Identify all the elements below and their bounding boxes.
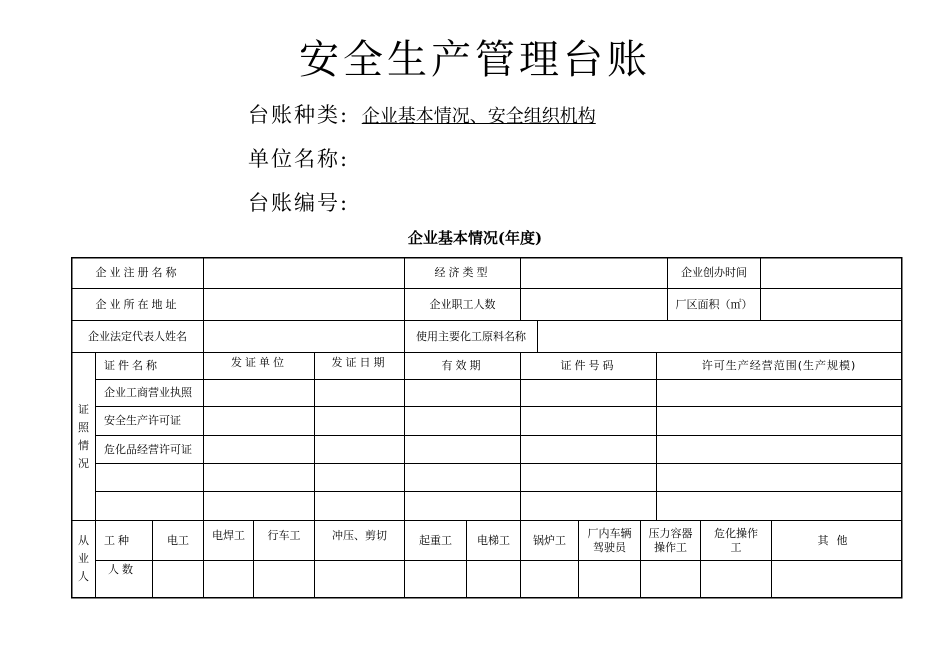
- chemicals-field[interactable]: [538, 321, 901, 352]
- worker-type-stamping: 冲压、剪切: [332, 529, 387, 542]
- ledger-no-label: 台账编号:: [248, 191, 350, 215]
- count-stamping-field[interactable]: [315, 561, 404, 597]
- reg-name-label: 企业注册名称: [95, 266, 180, 279]
- ledger-type-value: 企业基本情况、安全组织机构: [361, 106, 596, 127]
- ledger-type-label: 台账种类:: [248, 103, 350, 127]
- plant-area-field[interactable]: [761, 289, 901, 320]
- worker-count-label: 人数: [108, 563, 136, 576]
- count-other-field[interactable]: [772, 561, 901, 597]
- cert-header-issue-date: 发证日期: [331, 356, 388, 369]
- staff-count-label: 企业职工人数: [429, 297, 496, 311]
- cert-section-char: 况: [78, 456, 89, 470]
- worker-type-welder: 电焊工: [212, 529, 245, 542]
- found-time-field[interactable]: [761, 258, 901, 288]
- worker-type-lifting: 起重工: [419, 533, 452, 547]
- count-elevator-field[interactable]: [467, 561, 520, 597]
- worker-type-electrician: 电工: [167, 533, 189, 547]
- count-welder-field[interactable]: [204, 561, 253, 597]
- cert-section-char: 照: [78, 420, 89, 434]
- found-time-label: 企业创办时间: [681, 266, 747, 279]
- cert-header-issuer: 发证单位: [231, 356, 287, 369]
- address-label: 企业所在地址: [95, 297, 180, 311]
- cert-header-scope: 许可生产经营范围(生产规模): [701, 359, 857, 372]
- worker-type-elevator: 电梯工: [477, 533, 510, 547]
- count-pressure-field[interactable]: [641, 561, 700, 597]
- cert-header-name: 证件名称: [104, 359, 160, 372]
- econ-type-field[interactable]: [521, 258, 667, 288]
- page-title: 安全生产管理台账: [299, 37, 651, 83]
- count-driver-field[interactable]: [579, 561, 640, 597]
- cert-section-label: [72, 353, 95, 520]
- worker-section-char: 业: [78, 552, 89, 565]
- legal-rep-field[interactable]: [204, 321, 404, 352]
- worker-type-other: 其他: [817, 533, 856, 547]
- econ-type-label: 经济类型: [434, 266, 491, 279]
- cert-row-safety-permit: 安全生产许可证: [104, 414, 181, 427]
- count-crane-field[interactable]: [254, 561, 314, 597]
- worker-type-boiler: 锅炉工: [533, 533, 566, 547]
- worker-type-vehicle-driver: 厂内车辆 驾驶员: [587, 526, 632, 554]
- table-title: 企业基本情况(年度): [407, 229, 543, 247]
- cert-section-char: 情: [78, 438, 89, 452]
- address-field[interactable]: [204, 289, 404, 320]
- plant-area-label: 厂区面积（㎡）: [675, 297, 753, 311]
- count-boiler-field[interactable]: [521, 561, 578, 597]
- cert-header-validity: 有效期: [441, 359, 484, 372]
- worker-section-label: [72, 521, 95, 597]
- worker-section-char: 从: [78, 534, 89, 547]
- cert-row-blank: [96, 464, 203, 491]
- worker-type-label: 工种: [104, 533, 132, 547]
- worker-type-pressure-vessel: 压力容器 操作工: [648, 526, 693, 554]
- count-electrician-field[interactable]: [153, 561, 203, 597]
- unit-name-label: 单位名称:: [248, 147, 350, 171]
- worker-type-crane-operator: 行车工: [267, 529, 301, 542]
- cert-section-char: 证: [78, 402, 89, 416]
- count-lifting-field[interactable]: [405, 561, 466, 597]
- cert-row-hazchem-permit: 危化品经营许可证: [104, 442, 192, 456]
- cert-row-business-license: 企业工商营业执照: [104, 386, 192, 399]
- reg-name-field[interactable]: [204, 258, 404, 288]
- ledger-no-row: [248, 193, 349, 214]
- unit-name-row: [248, 149, 349, 170]
- ledger-type-row: [248, 105, 596, 126]
- cert-header-number: 证件号码: [560, 359, 617, 372]
- staff-count-field[interactable]: [521, 289, 667, 320]
- cert-row-blank: [96, 492, 203, 520]
- count-hazchem-field[interactable]: [701, 561, 771, 597]
- worker-section-char: 人: [78, 570, 89, 583]
- chemicals-label: 使用主要化工原料名称: [416, 329, 526, 343]
- worker-type-hazchem-operator: 危化操作 工: [714, 526, 758, 554]
- legal-rep-label: 企业法定代表人姓名: [88, 329, 187, 343]
